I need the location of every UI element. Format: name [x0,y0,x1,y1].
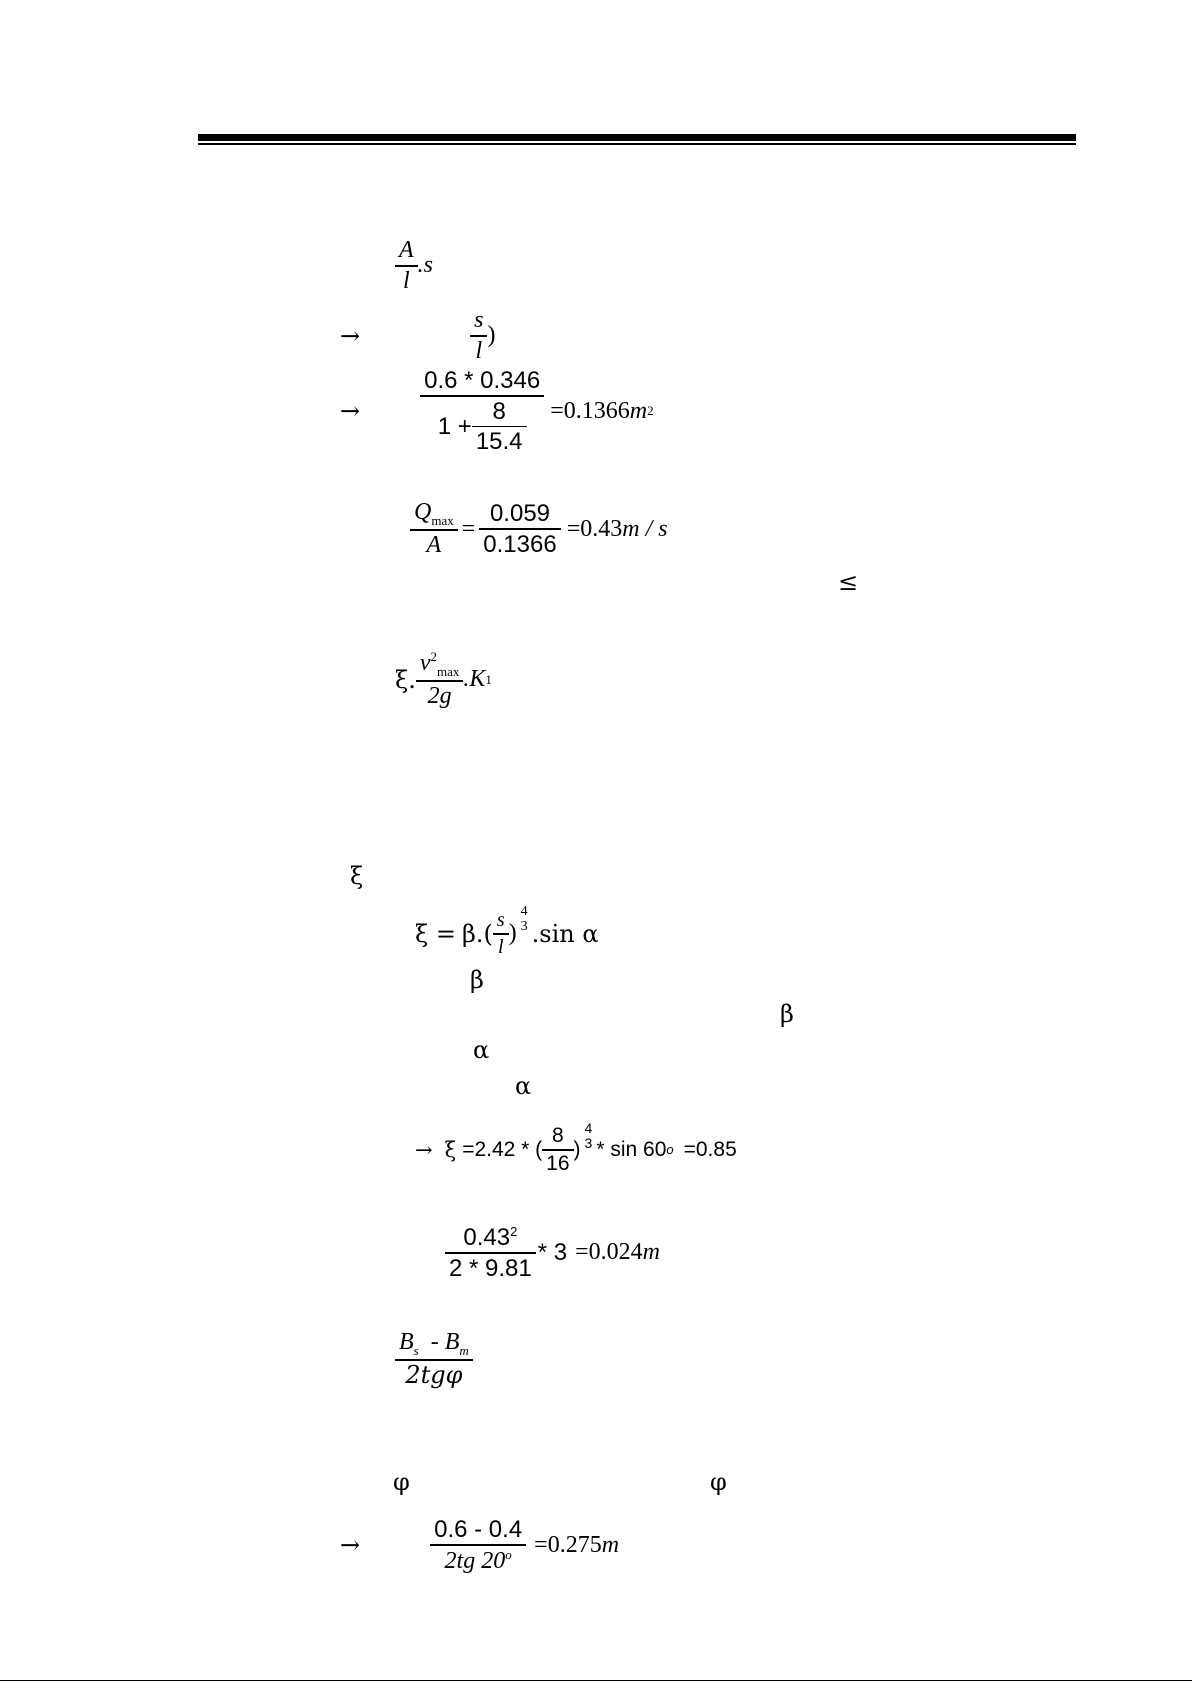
equation-xi-formula: ξ = β.( $\frac{s}{l}$ ) 4 3 .sin α [415,904,599,958]
equation-s-over-l: → $\frac{s}{l}$ ) [340,307,496,364]
beta-symbol-2: β [780,1000,794,1028]
equation-transition-length-result: → $\frac{0.6 - 0.4}{2tg 20^o}$ =0.275 m [340,1516,620,1574]
alpha-symbol-2: α [515,1072,532,1100]
arrow-icon: → [340,1531,361,1560]
alpha-symbol-1: α [473,1036,490,1064]
equation-head-loss-result: $\frac{0.43^2}{2 * 9.81}$ * 3 =0.024 m [445,1225,660,1281]
equation-velocity: $\frac{Q_{max}}{A}$ = $\frac{0.059}{0.1366}$ =0.43 m / s [410,500,668,558]
equation-transition-length-formula: $\frac{B_s - B_m}{\text{2tgφ}}$ [395,1330,473,1388]
leq-symbol: ≤ [838,568,859,596]
footer-rule [0,1680,1192,1681]
equation-area-result: → 0.6 * 0.346 1 + $\frac{8}{15.4}$ =0.1366 m 2 [340,367,654,456]
header-rule-thick [198,134,1076,141]
phi-symbol-2: φ [710,1468,727,1496]
header-rule-thin [198,143,1076,145]
equation-xi-result: → ξ =2.42 * ( $\frac{8}{16}$ ) 4 3 * sin 60 o =0.85 [415,1120,737,1175]
equation-a-over-l: $\frac{A}{l}$ .s [395,238,433,294]
arrow-icon: → [340,397,361,426]
phi-symbol-1: φ [393,1468,410,1496]
equation-head-loss-formula: ξ. $\frac{v^2_{max}}{2g}$ .K 1 [395,649,492,709]
xi-symbol: ξ [350,862,364,890]
beta-symbol-1: β [470,966,484,994]
arrow-icon: → [415,1137,433,1162]
arrow-icon: → [340,321,361,350]
